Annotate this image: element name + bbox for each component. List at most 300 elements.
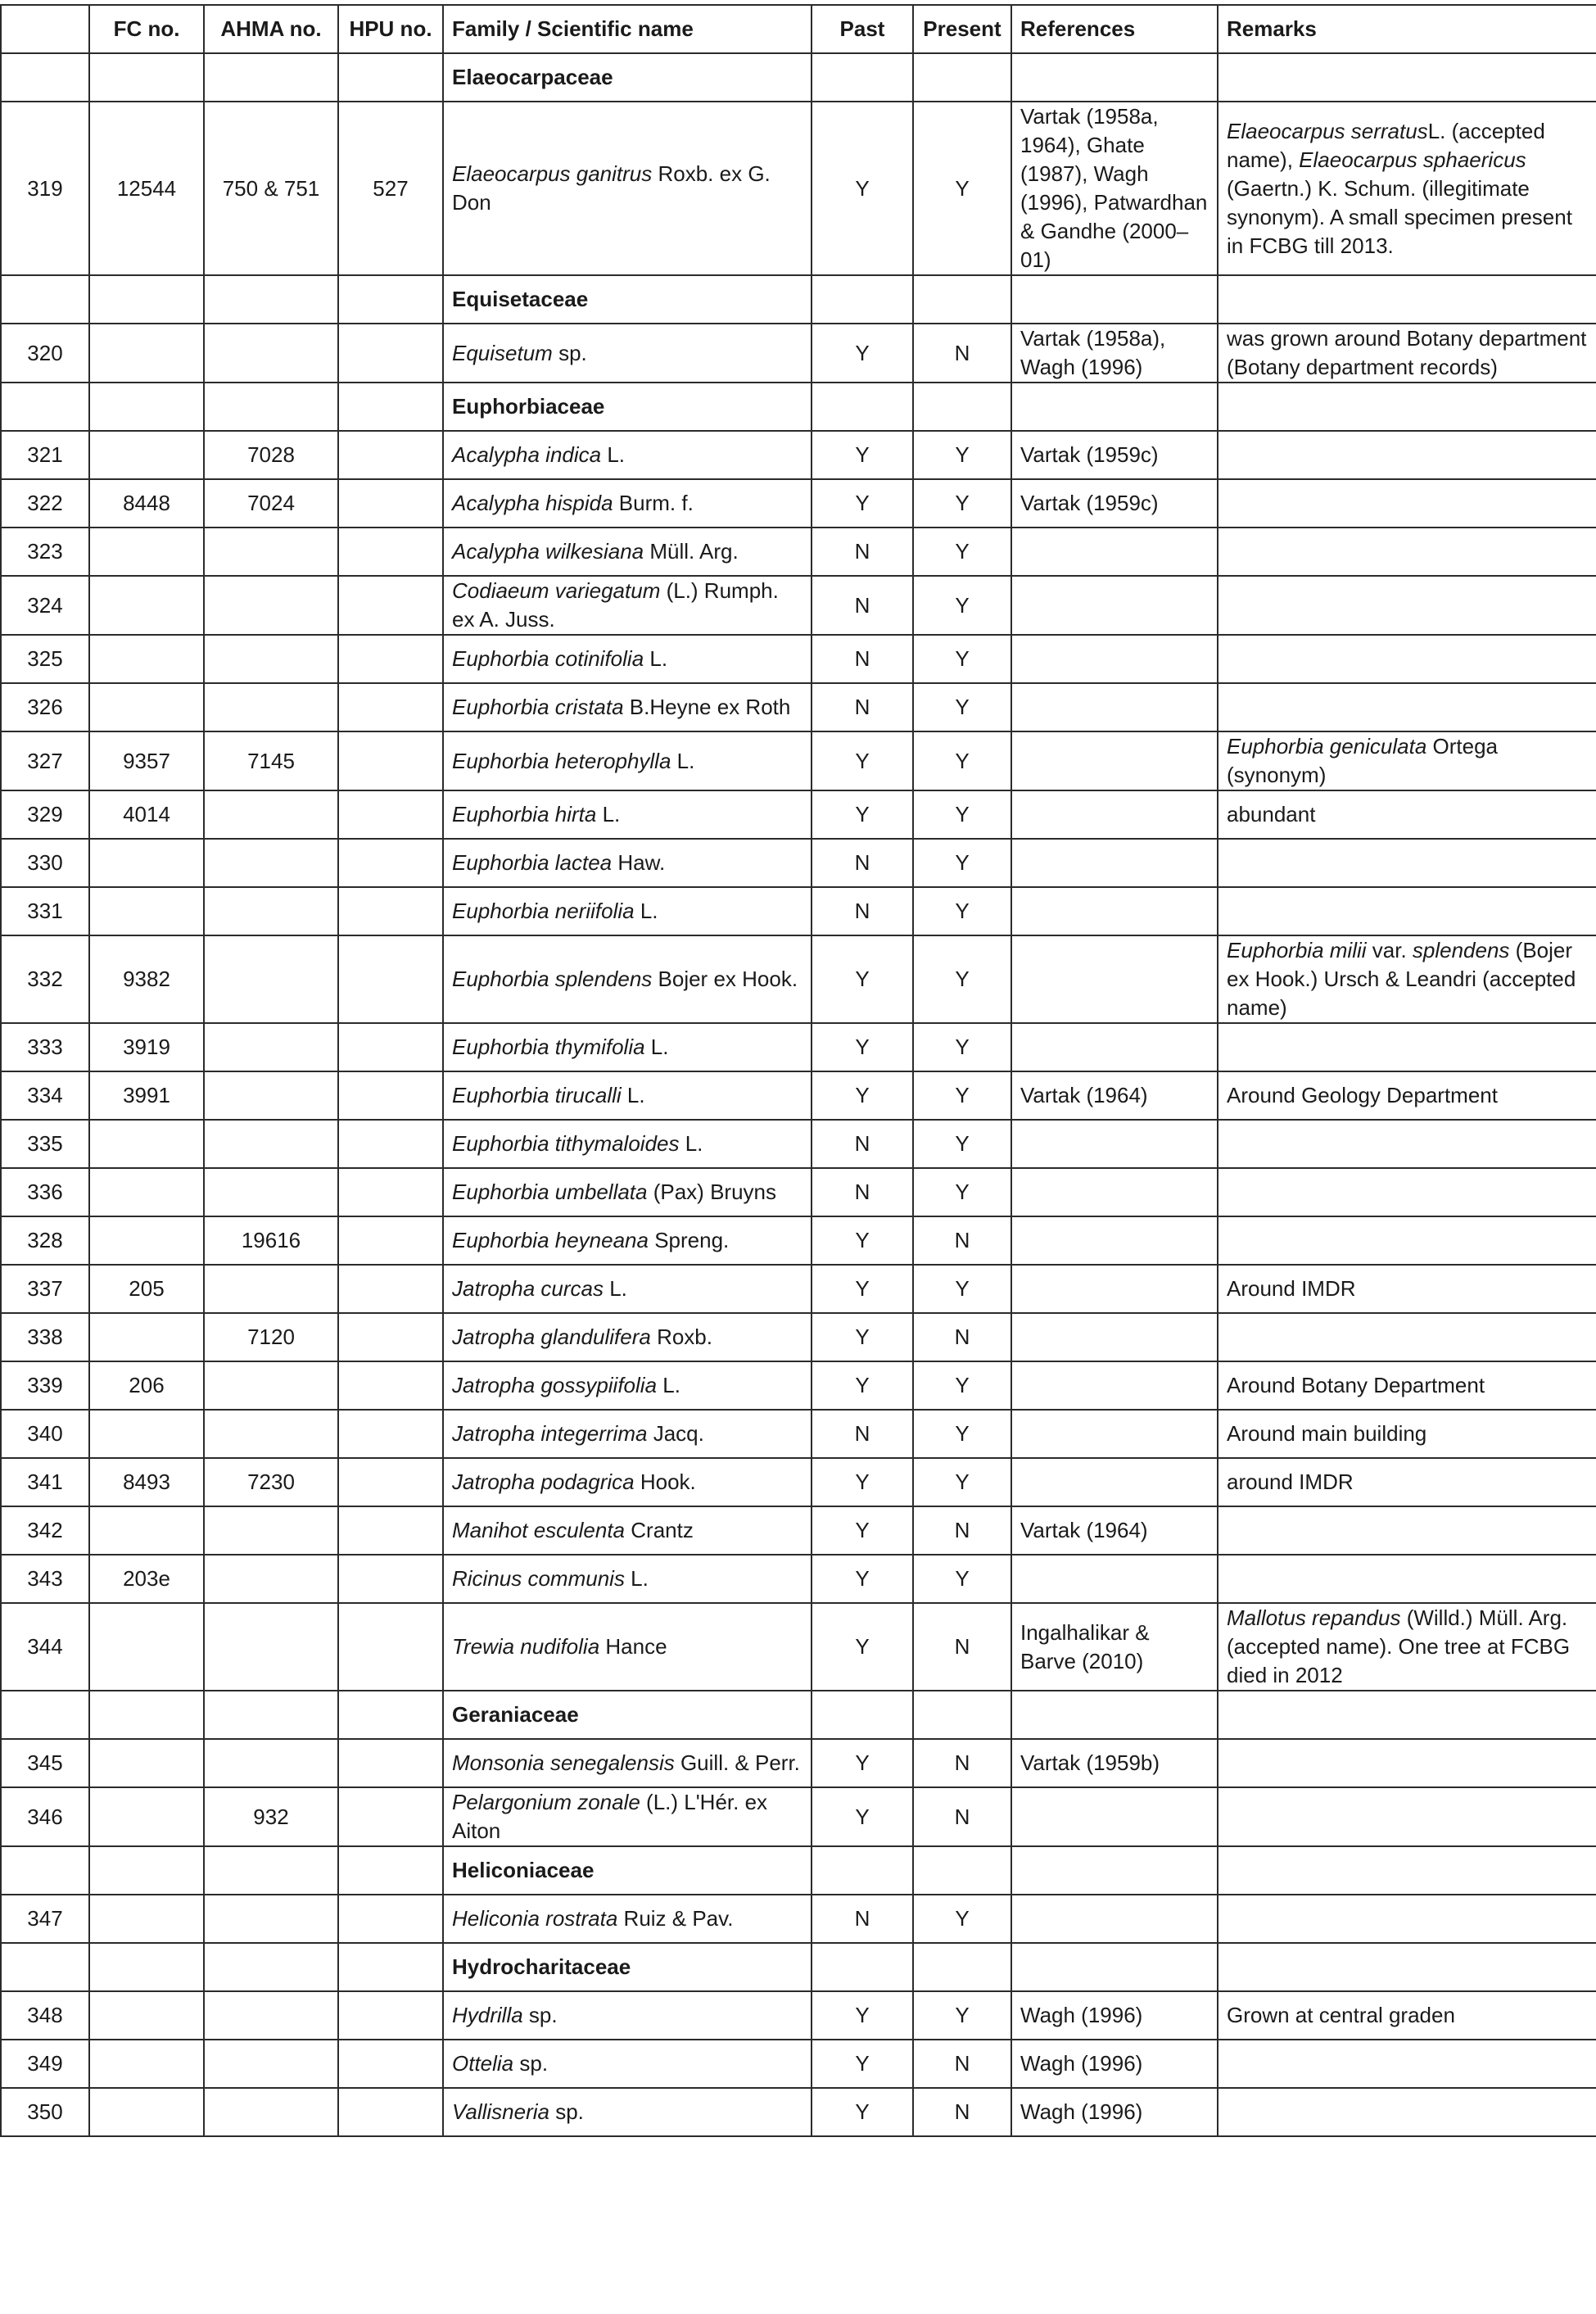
- empty-cell: [1, 53, 89, 102]
- table-row: [1, 935, 1596, 1023]
- empty-cell: [89, 1846, 204, 1895]
- past-flag: Y: [812, 1313, 913, 1361]
- past-flag: N: [812, 1410, 913, 1458]
- taxon-name: Euphorbia cotinifolia: [452, 646, 644, 671]
- present-flag: Y: [913, 1071, 1011, 1120]
- empty-cell: [204, 383, 338, 431]
- taxon-name: Monsonia senegalensis: [452, 1750, 675, 1775]
- scientific-name: [443, 1506, 812, 1555]
- present-flag: Y: [913, 102, 1011, 275]
- row-number: 336: [1, 1168, 89, 1216]
- past-flag: Y: [812, 1603, 913, 1691]
- table-row: [1, 324, 1596, 383]
- taxon-author: L.: [601, 442, 626, 467]
- remarks: [1218, 1313, 1596, 1361]
- table-row: [1, 431, 1596, 479]
- remark-text: (Willd.) Müll. Arg. (accepted name). One tree at FCBG died in 2012: [1227, 1605, 1571, 1687]
- family-name: Elaeocarpaceae: [443, 53, 812, 102]
- ahma-no: 7145: [204, 731, 338, 790]
- fc-no: [89, 1216, 204, 1265]
- ahma-no: [204, 1361, 338, 1410]
- empty-cell: [1, 1691, 89, 1739]
- taxon-author: Müll. Arg.: [644, 539, 739, 564]
- hpu-no: [338, 1739, 443, 1787]
- row-number: 341: [1, 1458, 89, 1506]
- fc-no: 8493: [89, 1458, 204, 1506]
- taxon-author: Roxb. ex G. Don: [452, 161, 771, 215]
- fc-no: [89, 2088, 204, 2136]
- references: [1011, 887, 1218, 935]
- empty-cell: [89, 275, 204, 324]
- taxon-name: Jatropha podagrica: [452, 1469, 635, 1494]
- remark-text: Around main building: [1227, 1421, 1427, 1446]
- remarks: [1218, 1216, 1596, 1265]
- taxon-author: Haw.: [612, 850, 666, 875]
- hpu-no: [338, 1023, 443, 1071]
- row-number: 329: [1, 790, 89, 839]
- row-number: 345: [1, 1739, 89, 1787]
- scientific-name: [443, 1410, 812, 1458]
- empty-cell: [913, 275, 1011, 324]
- family-row: [1, 53, 1596, 102]
- taxon-author: sp.: [552, 340, 587, 365]
- empty-cell: [812, 1846, 913, 1895]
- ahma-no: [204, 1895, 338, 1943]
- present-flag: Y: [913, 887, 1011, 935]
- hpu-no: 527: [338, 102, 443, 275]
- ahma-no: [204, 1265, 338, 1313]
- empty-cell: [338, 1846, 443, 1895]
- fc-no: 206: [89, 1361, 204, 1410]
- hpu-no: [338, 1313, 443, 1361]
- hpu-no: [338, 324, 443, 383]
- present-flag: Y: [913, 528, 1011, 576]
- family-name: Heliconiaceae: [443, 1846, 812, 1895]
- hpu-no: [338, 528, 443, 576]
- ahma-no: 932: [204, 1787, 338, 1846]
- remarks: [1218, 479, 1596, 528]
- scientific-name: [443, 1739, 812, 1787]
- remarks: [1218, 1991, 1596, 2040]
- present-flag: Y: [913, 790, 1011, 839]
- remarks: [1218, 1410, 1596, 1458]
- row-number: 335: [1, 1120, 89, 1168]
- hpu-no: [338, 1991, 443, 2040]
- taxon-name: Acalypha hispida: [452, 491, 613, 515]
- remarks: [1218, 431, 1596, 479]
- taxon-name: Jatropha gossypiifolia: [452, 1373, 658, 1397]
- table-row: [1, 2088, 1596, 2136]
- present-flag: N: [913, 1739, 1011, 1787]
- past-flag: Y: [812, 790, 913, 839]
- present-flag: Y: [913, 1023, 1011, 1071]
- scientific-name: [443, 1313, 812, 1361]
- ahma-no: [204, 2088, 338, 2136]
- past-flag: N: [812, 528, 913, 576]
- past-flag: Y: [812, 1361, 913, 1410]
- remarks: [1218, 1071, 1596, 1120]
- past-flag: Y: [812, 1991, 913, 2040]
- empty-cell: [913, 53, 1011, 102]
- fc-no: 4014: [89, 790, 204, 839]
- remarks: [1218, 1120, 1596, 1168]
- present-flag: N: [913, 324, 1011, 383]
- remarks: [1218, 1555, 1596, 1603]
- taxon-name: Heliconia rostrata: [452, 1906, 618, 1931]
- family-name: Equisetaceae: [443, 275, 812, 324]
- empty-cell: [204, 1943, 338, 1991]
- hpu-no: [338, 1410, 443, 1458]
- past-flag: N: [812, 839, 913, 887]
- empty-cell: [1218, 383, 1596, 431]
- table-row: [1, 576, 1596, 635]
- past-flag: Y: [812, 1739, 913, 1787]
- row-number: 320: [1, 324, 89, 383]
- references: Wagh (1996): [1011, 2088, 1218, 2136]
- table-row: [1, 2040, 1596, 2088]
- taxon-author: sp.: [522, 2003, 558, 2027]
- empty-cell: [338, 1943, 443, 1991]
- table-row: [1, 1265, 1596, 1313]
- references: [1011, 683, 1218, 731]
- fc-no: [89, 576, 204, 635]
- hpu-no: [338, 935, 443, 1023]
- past-flag: Y: [812, 1458, 913, 1506]
- remark-text: Around Geology Department: [1227, 1083, 1498, 1107]
- table-row: [1, 1168, 1596, 1216]
- remark-text: was grown around Botany department (Botany department records): [1227, 326, 1587, 379]
- header-fc-no: FC no.: [89, 5, 204, 53]
- remarks: [1218, 1895, 1596, 1943]
- taxon-author: Roxb.: [650, 1325, 712, 1349]
- references: [1011, 1216, 1218, 1265]
- taxon-author: L.: [644, 646, 668, 671]
- taxon-name: Euphorbia tirucalli: [452, 1083, 622, 1107]
- empty-cell: [1011, 383, 1218, 431]
- hpu-no: [338, 1458, 443, 1506]
- scientific-name: [443, 1787, 812, 1846]
- taxon-name: Acalypha indica: [452, 442, 602, 467]
- row-number: 331: [1, 887, 89, 935]
- ahma-no: [204, 1991, 338, 2040]
- remarks: [1218, 2088, 1596, 2136]
- past-flag: N: [812, 1168, 913, 1216]
- row-number: 328: [1, 1216, 89, 1265]
- taxon-author: L.: [596, 802, 621, 826]
- table-row: [1, 1023, 1596, 1071]
- remarks: [1218, 1787, 1596, 1846]
- references: [1011, 576, 1218, 635]
- ahma-no: [204, 1506, 338, 1555]
- remark-text: Euphorbia milii: [1227, 938, 1367, 962]
- ahma-no: [204, 683, 338, 731]
- taxon-name: Manihot esculenta: [452, 1518, 626, 1542]
- references: [1011, 790, 1218, 839]
- present-flag: N: [913, 2088, 1011, 2136]
- remarks: [1218, 102, 1596, 275]
- family-row: [1, 275, 1596, 324]
- taxon-author: L.: [657, 1373, 680, 1397]
- fc-no: [89, 1739, 204, 1787]
- remark-text: Elaeocarpus serratus: [1227, 118, 1428, 143]
- taxon-name: Vallisneria: [452, 2099, 549, 2124]
- remark-text: var.: [1366, 938, 1413, 962]
- fc-no: [89, 839, 204, 887]
- row-number: 324: [1, 576, 89, 635]
- fc-no: [89, 1991, 204, 2040]
- empty-cell: [89, 1943, 204, 1991]
- taxon-name: Elaeocarpus ganitrus: [452, 161, 653, 186]
- row-number: 338: [1, 1313, 89, 1361]
- remarks: [1218, 528, 1596, 576]
- fc-no: 3919: [89, 1023, 204, 1071]
- references: [1011, 839, 1218, 887]
- scientific-name: [443, 1991, 812, 2040]
- past-flag: Y: [812, 2040, 913, 2088]
- header-remarks: Remarks: [1218, 5, 1596, 53]
- references: [1011, 935, 1218, 1023]
- row-number: 333: [1, 1023, 89, 1071]
- family-row: [1, 1691, 1596, 1739]
- table-row: [1, 1895, 1596, 1943]
- remark-text: L. (accepted name),: [1227, 118, 1545, 172]
- past-flag: Y: [812, 1787, 913, 1846]
- present-flag: Y: [913, 1120, 1011, 1168]
- remark-text: abundant: [1227, 802, 1316, 826]
- fc-no: [89, 1895, 204, 1943]
- empty-cell: [338, 53, 443, 102]
- remarks: [1218, 1506, 1596, 1555]
- remarks: [1218, 887, 1596, 935]
- present-flag: Y: [913, 1555, 1011, 1603]
- remarks: [1218, 1265, 1596, 1313]
- empty-cell: [204, 53, 338, 102]
- ahma-no: [204, 839, 338, 887]
- taxon-name: Jatropha curcas: [452, 1276, 604, 1301]
- hpu-no: [338, 790, 443, 839]
- remark-text: Around Botany Department: [1227, 1373, 1485, 1397]
- past-flag: Y: [812, 1071, 913, 1120]
- empty-cell: [1218, 1846, 1596, 1895]
- references: Ingalhalikar & Barve (2010): [1011, 1603, 1218, 1691]
- present-flag: N: [913, 1603, 1011, 1691]
- present-flag: N: [913, 1787, 1011, 1846]
- scientific-name: [443, 1216, 812, 1265]
- remarks: [1218, 731, 1596, 790]
- remark-text: Grown at central graden: [1227, 2003, 1455, 2027]
- present-flag: Y: [913, 1265, 1011, 1313]
- row-number: 337: [1, 1265, 89, 1313]
- fc-no: [89, 1120, 204, 1168]
- ahma-no: [204, 1023, 338, 1071]
- taxon-author: L.: [621, 1083, 645, 1107]
- past-flag: Y: [812, 1023, 913, 1071]
- table-row: [1, 102, 1596, 275]
- past-flag: Y: [812, 1216, 913, 1265]
- present-flag: N: [913, 1506, 1011, 1555]
- header-hpu-no: HPU no.: [338, 5, 443, 53]
- row-number: 339: [1, 1361, 89, 1410]
- hpu-no: [338, 576, 443, 635]
- taxon-name: Euphorbia heyneana: [452, 1228, 649, 1252]
- references: Vartak (1959c): [1011, 479, 1218, 528]
- scientific-name: [443, 1555, 812, 1603]
- ahma-no: 19616: [204, 1216, 338, 1265]
- scientific-name: [443, 635, 812, 683]
- taxon-author: (L.) L'Hér. ex Aiton: [452, 1790, 768, 1843]
- present-flag: Y: [913, 1991, 1011, 2040]
- header-row: [1, 5, 1596, 53]
- empty-cell: [338, 1691, 443, 1739]
- table-row: [1, 731, 1596, 790]
- taxon-author: Spreng.: [648, 1228, 730, 1252]
- taxon-author: Crantz: [625, 1518, 694, 1542]
- taxon-name: Jatropha integerrima: [452, 1421, 648, 1446]
- hpu-no: [338, 731, 443, 790]
- scientific-name: [443, 1458, 812, 1506]
- present-flag: Y: [913, 683, 1011, 731]
- hpu-no: [338, 2040, 443, 2088]
- taxon-author: L.: [671, 748, 695, 773]
- empty-cell: [89, 1691, 204, 1739]
- taxon-author: Bojer ex Hook.: [652, 967, 798, 991]
- remarks: [1218, 839, 1596, 887]
- empty-cell: [1218, 275, 1596, 324]
- present-flag: N: [913, 1216, 1011, 1265]
- remark-text: Euphorbia geniculata: [1227, 734, 1427, 759]
- scientific-name: [443, 1361, 812, 1410]
- row-number: 325: [1, 635, 89, 683]
- present-flag: Y: [913, 576, 1011, 635]
- empty-cell: [1011, 1691, 1218, 1739]
- empty-cell: [1011, 1943, 1218, 1991]
- row-number: 321: [1, 431, 89, 479]
- taxon-name: Euphorbia umbellata: [452, 1180, 648, 1204]
- ahma-no: 7120: [204, 1313, 338, 1361]
- taxon-name: Euphorbia cristata: [452, 695, 624, 719]
- scientific-name: [443, 1603, 812, 1691]
- empty-cell: [1, 1846, 89, 1895]
- row-number: 343: [1, 1555, 89, 1603]
- taxon-author: sp.: [549, 2099, 584, 2124]
- empty-cell: [204, 275, 338, 324]
- fc-no: 12544: [89, 102, 204, 275]
- taxon-name: Ricinus communis: [452, 1566, 625, 1591]
- taxon-name: Euphorbia lactea: [452, 850, 613, 875]
- present-flag: Y: [913, 1168, 1011, 1216]
- taxon-name: Jatropha glandulifera: [452, 1325, 651, 1349]
- taxon-author: L.: [603, 1276, 627, 1301]
- ahma-no: [204, 576, 338, 635]
- references: [1011, 1168, 1218, 1216]
- empty-cell: [812, 383, 913, 431]
- empty-cell: [812, 53, 913, 102]
- taxon-name: Euphorbia neriifolia: [452, 899, 635, 923]
- family-row: [1, 1943, 1596, 1991]
- fc-no: 205: [89, 1265, 204, 1313]
- taxon-author: sp.: [513, 2051, 549, 2076]
- empty-cell: [1, 383, 89, 431]
- present-flag: Y: [913, 479, 1011, 528]
- ahma-no: 7028: [204, 431, 338, 479]
- fc-no: 9382: [89, 935, 204, 1023]
- empty-cell: [913, 1691, 1011, 1739]
- ahma-no: [204, 1555, 338, 1603]
- remarks: [1218, 635, 1596, 683]
- references: Vartak (1958a), Wagh (1996): [1011, 324, 1218, 383]
- fc-no: 8448: [89, 479, 204, 528]
- references: [1011, 1313, 1218, 1361]
- past-flag: Y: [812, 731, 913, 790]
- remark-text: (Bojer ex Hook.) Ursch & Leandri (accepted name): [1227, 938, 1576, 1020]
- table-row: [1, 887, 1596, 935]
- row-number: 348: [1, 1991, 89, 2040]
- row-number: 323: [1, 528, 89, 576]
- hpu-no: [338, 1506, 443, 1555]
- past-flag: N: [812, 635, 913, 683]
- table-row: [1, 1071, 1596, 1120]
- present-flag: Y: [913, 731, 1011, 790]
- row-number: 327: [1, 731, 89, 790]
- scientific-name: [443, 576, 812, 635]
- fc-no: [89, 324, 204, 383]
- empty-cell: [1218, 1943, 1596, 1991]
- scientific-name: [443, 431, 812, 479]
- present-flag: Y: [913, 1458, 1011, 1506]
- table-row: [1, 1410, 1596, 1458]
- empty-cell: [1011, 275, 1218, 324]
- scientific-name: [443, 1023, 812, 1071]
- past-flag: Y: [812, 431, 913, 479]
- table-row: [1, 1991, 1596, 2040]
- past-flag: Y: [812, 102, 913, 275]
- hpu-no: [338, 2088, 443, 2136]
- references: Vartak (1959b): [1011, 1739, 1218, 1787]
- scientific-name: [443, 935, 812, 1023]
- table-row: [1, 839, 1596, 887]
- ahma-no: [204, 635, 338, 683]
- past-flag: N: [812, 1895, 913, 1943]
- taxon-author: L.: [624, 1566, 649, 1591]
- table-row: [1, 635, 1596, 683]
- table-row: [1, 1787, 1596, 1846]
- empty-cell: [1011, 1846, 1218, 1895]
- ahma-no: [204, 1071, 338, 1120]
- taxon-name: Euphorbia tithymaloides: [452, 1131, 680, 1156]
- ahma-no: [204, 790, 338, 839]
- references: [1011, 528, 1218, 576]
- family-row: [1, 383, 1596, 431]
- ahma-no: [204, 1739, 338, 1787]
- empty-cell: [812, 1943, 913, 1991]
- scientific-name: [443, 683, 812, 731]
- empty-cell: [1011, 53, 1218, 102]
- taxon-author: Burm. f.: [613, 491, 694, 515]
- hpu-no: [338, 1361, 443, 1410]
- hpu-no: [338, 1555, 443, 1603]
- ahma-no: [204, 935, 338, 1023]
- row-number: 322: [1, 479, 89, 528]
- fc-no: [89, 2040, 204, 2088]
- references: [1011, 635, 1218, 683]
- past-flag: Y: [812, 324, 913, 383]
- references: Vartak (1959c): [1011, 431, 1218, 479]
- table-row: [1, 1603, 1596, 1691]
- present-flag: Y: [913, 839, 1011, 887]
- taxon-name: Acalypha wilkesiana: [452, 539, 644, 564]
- remarks: [1218, 1458, 1596, 1506]
- references: [1011, 1361, 1218, 1410]
